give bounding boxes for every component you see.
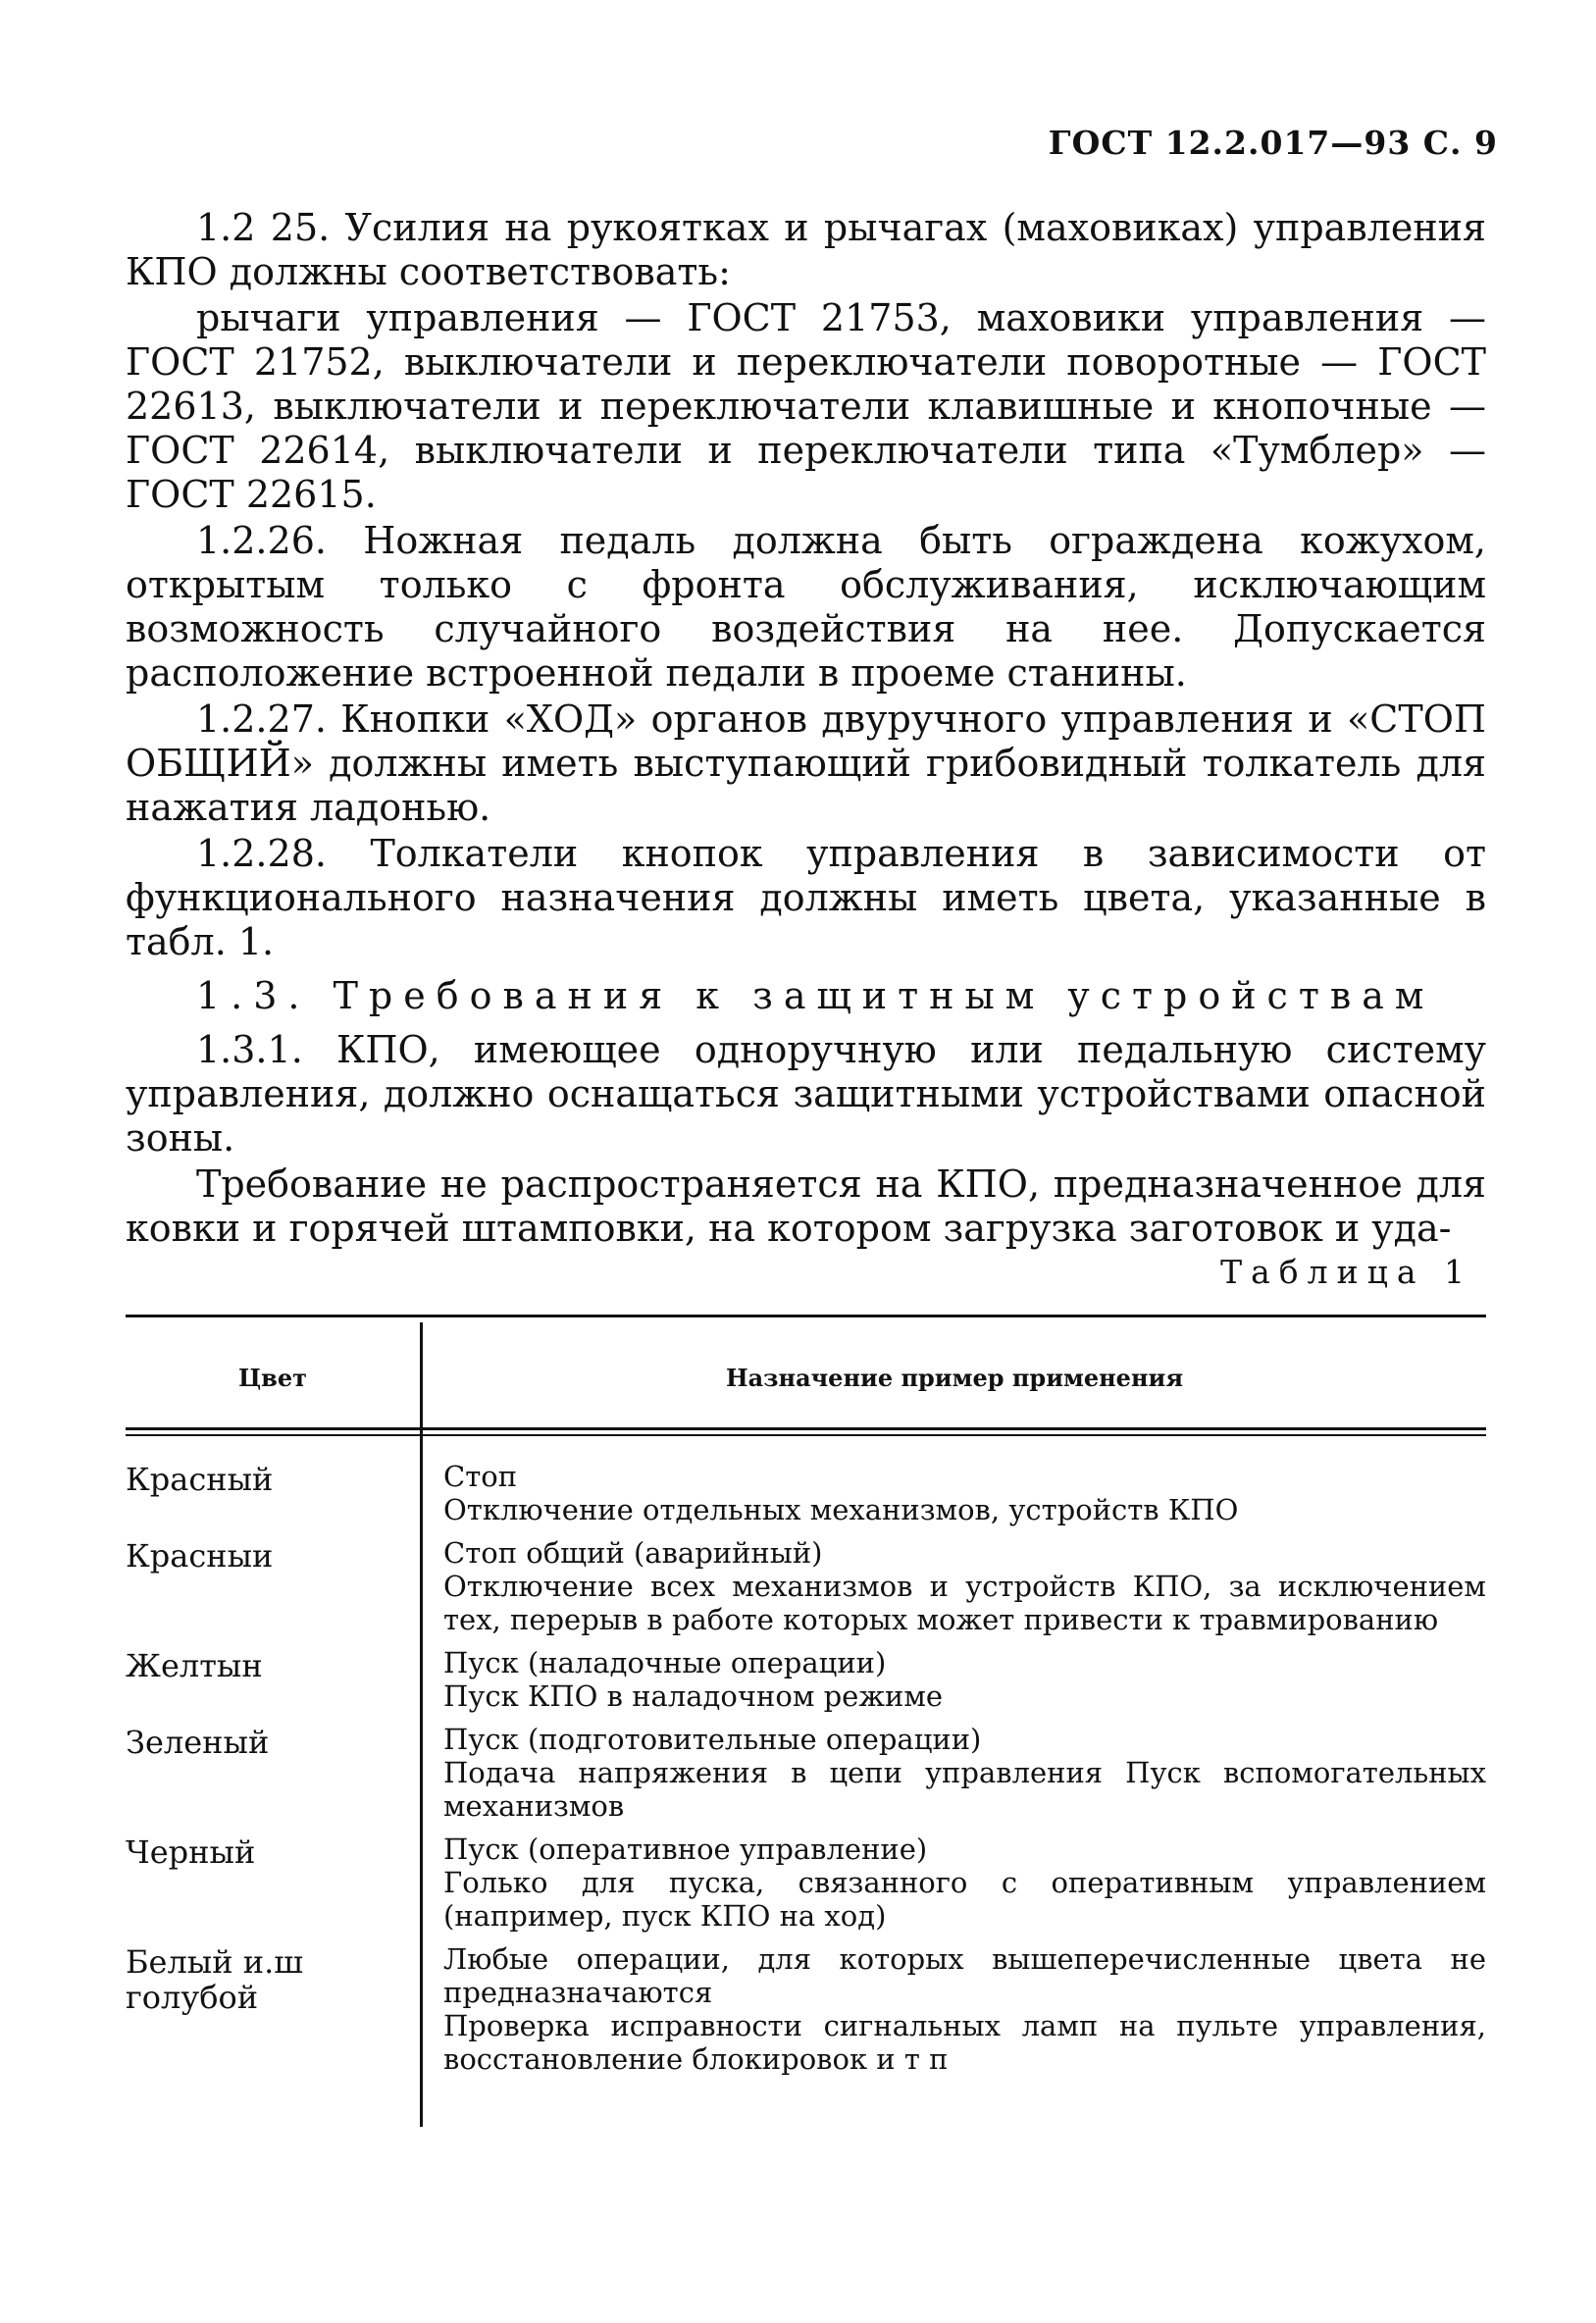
purpose-name: Любые операции, для которых вышеперечисленные цвета не предназначаются: [443, 1942, 1486, 2009]
purpose-name: Пуск (подготовительные операции): [443, 1723, 982, 1756]
purpose-example: Отключение отдельных механизмов, устройств КПО: [443, 1493, 1239, 1526]
purpose-example: Голько для пуска, связанного с оперативным управлением (например, пуск КПО на ход): [443, 1866, 1486, 1933]
color-cell: Красныи: [126, 1537, 274, 1574]
purpose-name: Стоп: [443, 1460, 518, 1493]
table-row: [126, 1723, 1486, 1823]
paragraph-1-2-26: 1.2.26. Ножная педаль должна быть ограждена кожухом, открытым только с фронта обслуживания, исключающим возможность случайного воздействия на нее. Допускается расположение встроенной педали в проеме станины.: [126, 519, 1486, 695]
table-row: [126, 1942, 1486, 2076]
table-header-purpose: Назначение пример применения: [725, 1364, 1184, 1392]
table-top-rule: [126, 1315, 1486, 1317]
table-caption: Таблица 1: [1220, 1253, 1473, 1291]
color-cell: Черный: [126, 1833, 256, 1871]
purpose-example: Пуск КПО в наладочном режиме: [443, 1679, 944, 1713]
color-cell: Красный: [126, 1461, 274, 1498]
color-cell: Желтын: [126, 1647, 263, 1684]
purpose-name: Стоп общий (аварийный): [443, 1536, 823, 1570]
purpose-name: Пуск (оперативное управление): [443, 1833, 928, 1866]
purpose-example: Проверка исправности сигнальных ламп на пульте управления, восстановление блокировок и т п: [443, 2009, 1486, 2076]
paragraph-1-2-27: 1.2.27. Кнопки «ХОД» органов двуручного управления и «СТОП ОБЩИЙ» должны иметь выступающий грибовидный толкатель для нажатия ладонью.: [126, 697, 1486, 829]
body-text: [126, 206, 1486, 1251]
table-body: [126, 1460, 1486, 2086]
purpose-cell: [420, 1536, 1486, 1636]
table-header-rule-upper: [126, 1427, 1486, 1430]
purpose-cell: [420, 1460, 1486, 1526]
table-row: [126, 1460, 1486, 1526]
purpose-example: Подача напряжения в цепи управления Пуск вспомогательных механизмов: [443, 1756, 1486, 1823]
purpose-cell: [420, 1723, 1486, 1823]
paragraph-standards-list: рычаги управления — ГОСТ 21753, маховики управления — ГОСТ 21752, выключатели и переключатели поворотные — ГОСТ 22613, выключатели и переключатели клавишные и кнопочные — ГОСТ 22614, выключатели и переключатели типа «Тумблер» — ГОСТ 22615.: [126, 296, 1486, 516]
table-row: [126, 1536, 1486, 1636]
purpose-name: Пуск (наладочные операции): [443, 1646, 887, 1679]
paragraph-1-3-1: 1.3.1. КПО, имеющее одноручную или педальную систему управления, должно оснащаться защитными устройствами опасной зоны.: [126, 1028, 1486, 1160]
table-header-rule-lower: [126, 1434, 1486, 1436]
color-cell: Зеленый: [126, 1724, 270, 1761]
purpose-cell: [420, 1646, 1486, 1713]
page-header: ГОСТ 12.2.017—93 С. 9: [1048, 124, 1498, 162]
section-heading: 1.3. Требования к защитным устройствам: [196, 974, 1435, 1017]
purpose-cell: [420, 1833, 1486, 1933]
paragraph-1-2-25: 1.2 25. Усилия на рукоятках и рычагах (маховиках) управления КПО должны соответствовать:: [126, 206, 1486, 293]
table-row: [126, 1833, 1486, 1933]
purpose-example: Отключение всех механизмов и устройств КПО, за исключением тех, перерыв в работе которых может привести к травмированию: [443, 1570, 1486, 1636]
color-cell: Белый и.ш голубой: [126, 1943, 303, 2016]
purpose-cell: [420, 1942, 1486, 2076]
paragraph-requirement: Требование не распространяется на КПО, предназначенное для ковки и горячей штамповки, на котором загрузка заготовок и уда-: [126, 1162, 1486, 1250]
paragraph-1-2-28: 1.2.28. Толкатели кнопок управления в зависимости от функционального назначения должны иметь цвета, указанные в табл. 1.: [126, 832, 1486, 963]
table-row: [126, 1646, 1486, 1713]
table-header-color: Цвет: [237, 1364, 307, 1392]
